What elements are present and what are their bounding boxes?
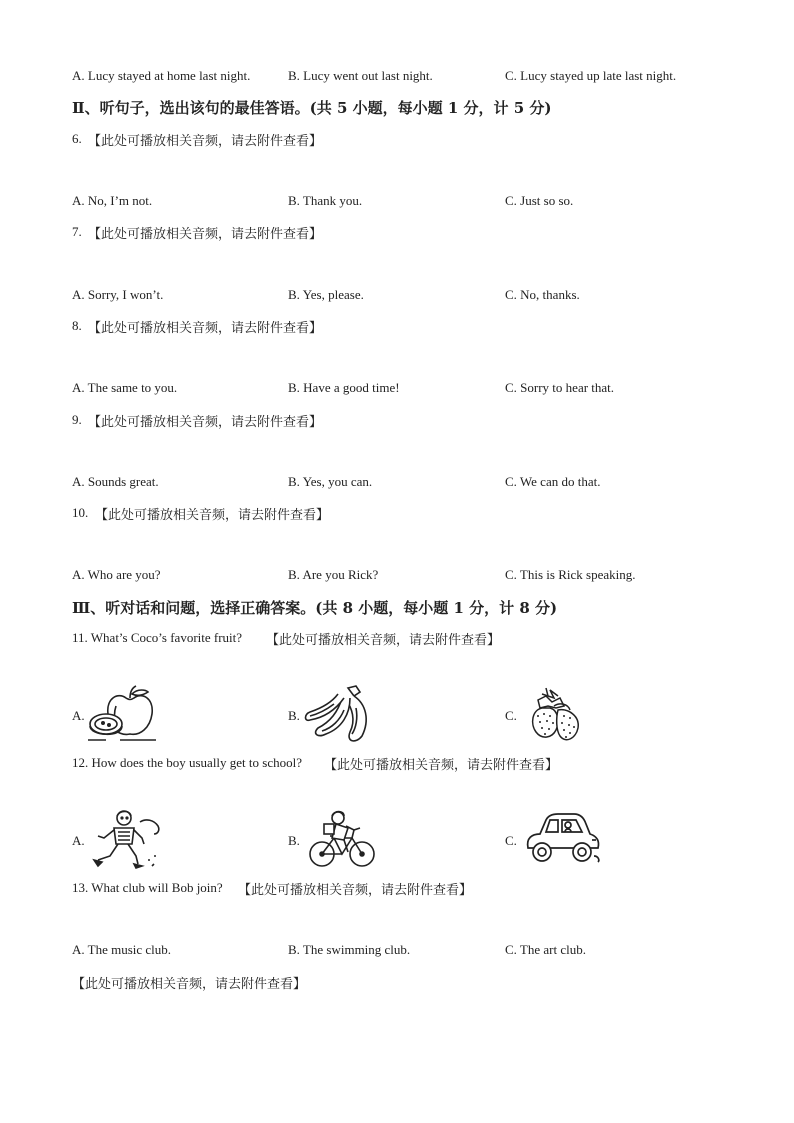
apple-icon [86,684,162,744]
q10-number: 10. [72,505,89,520]
strawberry-icon [524,686,584,746]
q11-audio-note: 【此处可播放相关音频，请去附件查看】 [266,633,501,648]
q12-question: 12. How does the boy usually get to school? [72,755,302,770]
q8-number: 8. [72,318,82,333]
q12-audio-note: 【此处可播放相关音频，请去附件查看】 [324,758,559,773]
q9-option-a: A. Sounds great. [72,474,159,489]
q5-option-b: B. Lucy went out last night. [288,68,433,83]
q11-option-c: C. [505,708,517,723]
q13-question: 13. What club will Bob join? [72,880,223,895]
q12-option-c: C. [505,833,517,848]
q11-option-b: B. [288,708,300,723]
q7-option-a: A. Sorry, I won’t. [72,287,164,302]
q13-option-b: B. The swimming club. [288,942,411,957]
banana-icon [304,684,374,746]
q9-number: 9. [72,412,82,427]
q9-option-c: C. We can do that. [505,474,601,489]
q10-audio-note: 【此处可播放相关音频，请去附件查看】 [95,508,330,523]
q6-option-b: B. Thank you. [288,193,363,208]
q5-option-c: C. Lucy stayed up late last night. [505,68,677,83]
q9-audio-note: 【此处可播放相关音频，请去附件查看】 [88,415,323,430]
q11-question: 11. What’s Coco’s favorite fruit? [72,630,243,645]
q5-option-a: A. Lucy stayed at home last night. [72,68,251,83]
q7-audio-note: 【此处可播放相关音频，请去附件查看】 [88,227,323,242]
q6-option-c: C. Just so so. [505,193,574,208]
q10-option-a: A. Who are you? [72,567,161,582]
q6-number: 6. [72,131,82,146]
q8-option-b: B. Have a good time! [288,380,400,395]
q9-option-b: B. Yes, you can. [288,474,373,489]
section-3-title: Ⅲ、听对话和问题，选择正确答案。(共 8 小题，每小题 1 分，计 8 分) [72,599,558,617]
q7-option-b: B. Yes, please. [288,287,364,302]
q8-option-a: A. The same to you. [72,380,178,395]
q12-option-b: B. [288,833,300,848]
q13-option-a: A. The music club. [72,942,172,957]
walking-boy-icon [92,808,164,872]
q12-option-a: A. [72,833,85,848]
q6-option-a: A. No, I’m not. [72,193,153,208]
bicycle-icon [308,810,376,868]
car-icon [522,812,602,866]
q10-option-c: C. This is Rick speaking. [505,567,636,582]
q13-audio-note: 【此处可播放相关音频，请去附件查看】 [238,883,473,898]
section-2-title: Ⅱ、听句子，选出该句的最佳答语。(共 5 小题，每小题 1 分，计 5 分) [72,99,552,117]
q10-option-b: B. Are you Rick? [288,567,379,582]
q8-option-c: C. Sorry to hear that. [505,380,615,395]
q13-option-c: C. The art club. [505,942,586,957]
q6-audio-note: 【此处可播放相关音频，请去附件查看】 [88,134,323,149]
q7-option-c: C. No, thanks. [505,287,580,302]
q14-audio-note: 【此处可播放相关音频，请去附件查看】 [72,977,307,992]
q8-audio-note: 【此处可播放相关音频，请去附件查看】 [88,321,323,336]
q7-number: 7. [72,224,82,239]
q11-option-a: A. [72,708,85,723]
